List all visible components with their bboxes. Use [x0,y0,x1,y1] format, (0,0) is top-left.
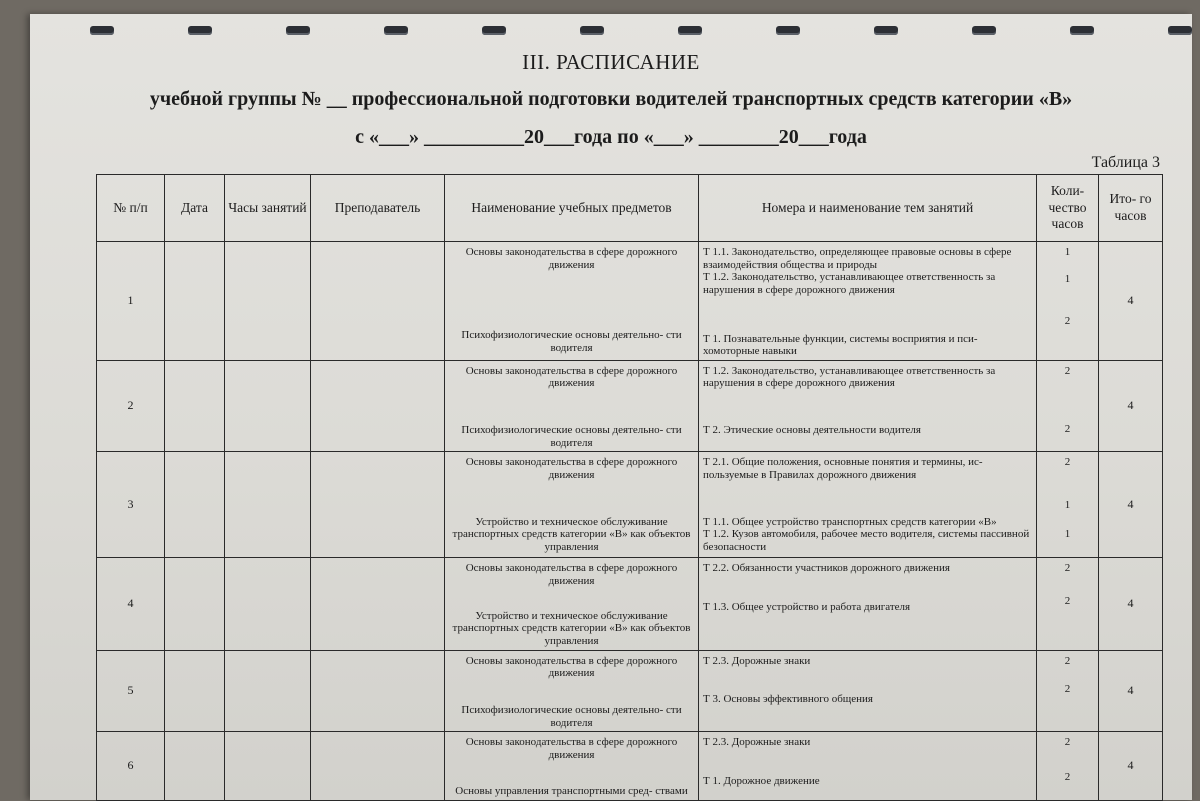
hours-cell [1037,452,1099,558]
hours-cell [1037,242,1099,361]
row-number: 3 [97,452,165,558]
table-row [97,360,1163,452]
binding-ring [1070,26,1094,35]
subject-name: Основы законодательства в сфере дорожного движения [465,654,678,680]
topic-title: Т 1. Дорожное движение [703,774,820,787]
subject-name: Устройство и техническое обслуживание транспортных средств категории «В» как объектов управления [452,515,691,553]
class-hours-cell [225,452,311,558]
table-row [97,558,1163,650]
hours-value: 2 [1064,562,1071,575]
topic-title: Т 1.1. Законодательство, определяющее правовые основы в сфере взаимодействия общества и природы [703,246,1012,271]
subject-name: Психофизиологические основы деятельно- сти водителя [461,703,682,729]
binding-ring [188,26,212,35]
col-header-total-hours: Ито- го часов [1099,175,1163,242]
document-page [30,14,1192,800]
topic-title: Т 1.2. Кузов автомобиля, рабочее место водителя, системы пассивной безопасности [703,528,1030,553]
subjects-cell [445,650,699,732]
hours-cell [1037,360,1099,452]
class-hours-cell [225,650,311,732]
topic-title: Т 2.3. Дорожные знаки [703,654,811,667]
date-range-line: с «___» __________20___года по «___» ________20___года [355,126,867,148]
total-hours-cell: 4 [1099,558,1163,650]
hours-value: 2 [1064,654,1071,667]
subject-name: Основы управления транспортными сред- ствами [455,785,688,798]
hours-value: 2 [1064,683,1071,696]
total-hours-cell: 4 [1099,732,1163,801]
subject-name: Основы законодательства в сфере дорожного движения [465,456,678,482]
subjects-cell [445,242,699,361]
page-subtitle: учебной группы № __ профессиональной подготовки водителей транспортных средств категории «В» [149,88,1073,110]
date-cell [165,360,225,452]
subject-name: Основы законодательства в сфере дорожного движения [465,246,678,271]
hours-value: 2 [1064,595,1071,608]
teacher-cell [311,732,445,801]
hours-value: 2 [1064,770,1071,783]
teacher-cell [311,650,445,732]
topics-cell [699,732,1037,801]
hours-value: 1 [1064,527,1071,540]
teacher-cell [311,360,445,452]
topics-cell [699,360,1037,452]
hours-value: 1 [1064,499,1071,512]
class-hours-cell [225,732,311,801]
row-number: 6 [97,732,165,801]
hours-value: 2 [1064,456,1071,469]
topic-title: Т 2.1. Общие положения, основные понятия и термины, ис- пользуемые в Правилах дорожного движения [703,456,983,482]
date-cell [165,558,225,650]
date-cell [165,242,225,361]
subject-name: Основы законодательства в сфере дорожного движения [465,736,678,761]
subject-name: Психофизиологические основы деятельно- сти водителя [461,329,682,354]
row-number: 5 [97,650,165,732]
hours-cell [1037,558,1099,650]
class-hours-cell [225,558,311,650]
table-label: Таблица 3 [1091,154,1160,171]
col-header-number: № п/п [97,175,165,242]
topic-title: Т 1.2. Законодательство, устанавливающее ответственность за нарушения в сфере дорожного движения [703,271,996,296]
hours-value: 1 [1064,272,1071,285]
hours-value: 2 [1064,315,1071,328]
col-header-subjects: Наименование учебных предметов [445,175,699,242]
teacher-cell [311,452,445,558]
binding-ring [482,26,506,35]
row-number: 4 [97,558,165,650]
hours-value: 2 [1064,364,1071,377]
row-number: 2 [97,360,165,452]
date-cell [165,650,225,732]
subject-name: Устройство и техническое обслуживание транспортных средств категории «В» как объектов управления [452,609,691,647]
hours-value: 2 [1064,736,1071,749]
table-row [97,732,1163,801]
table-row [97,242,1163,361]
date-cell [165,452,225,558]
binding-ring [678,26,702,35]
topic-title: Т 1.1. Общее устройство транспортных средств категории «В» [703,515,997,528]
binding-ring [286,26,310,35]
topic-title: Т 2.2. Обязанности участников дорожного движения [703,562,950,575]
subjects-cell [445,732,699,801]
topics-cell [699,452,1037,558]
subject-name: Основы законодательства в сфере дорожного движения [465,364,678,390]
subjects-cell [445,360,699,452]
col-header-topics: Номера и наименование тем занятий [699,175,1037,242]
subject-name: Основы законодательства в сфере дорожного движения [465,562,678,588]
binding-ring [1168,26,1192,35]
hours-cell [1037,732,1099,801]
spiral-binding [90,26,1200,38]
binding-ring [90,26,114,35]
topic-title: Т 1.3. Общее устройство и работа двигателя [703,601,911,614]
table-header-row [97,175,1163,242]
topic-title: Т 2. Этические основы деятельности водителя [703,424,921,437]
teacher-cell [311,242,445,361]
subjects-cell [445,558,699,650]
binding-ring [580,26,604,35]
page-title: III. РАСПИСАНИЕ [522,50,700,74]
topics-cell [699,242,1037,361]
col-header-date: Дата [165,175,225,242]
table-row [97,650,1163,732]
binding-ring [776,26,800,35]
col-header-class-hours: Часы занятий [225,175,311,242]
binding-ring [972,26,996,35]
total-hours-cell: 4 [1099,452,1163,558]
schedule-table [96,174,1163,801]
binding-ring [874,26,898,35]
teacher-cell [311,558,445,650]
row-number: 1 [97,242,165,361]
total-hours-cell: 4 [1099,242,1163,361]
topic-title: Т 3. Основы эффективного общения [703,693,873,706]
topic-title: Т 2.3. Дорожные знаки [703,736,811,749]
total-hours-cell: 4 [1099,650,1163,732]
total-hours-cell: 4 [1099,360,1163,452]
binding-ring [384,26,408,35]
topic-title: Т 1.2. Законодательство, устанавливающее ответственность за нарушения в сфере дорожного движения [703,364,996,390]
table-row [97,452,1163,558]
class-hours-cell [225,360,311,452]
class-hours-cell [225,242,311,361]
hours-value: 2 [1064,423,1071,436]
date-cell [165,732,225,801]
col-header-hours: Коли- чество часов [1037,175,1099,242]
topics-cell [699,558,1037,650]
hours-cell [1037,650,1099,732]
subjects-cell [445,452,699,558]
subject-name: Психофизиологические основы деятельно- сти водителя [461,424,682,449]
topic-title: Т 1. Познавательные функции, системы восприятия и пси- хомоторные навыки [703,332,978,358]
hours-value: 1 [1064,246,1071,258]
topics-cell [699,650,1037,732]
col-header-teacher: Преподаватель [311,175,445,242]
